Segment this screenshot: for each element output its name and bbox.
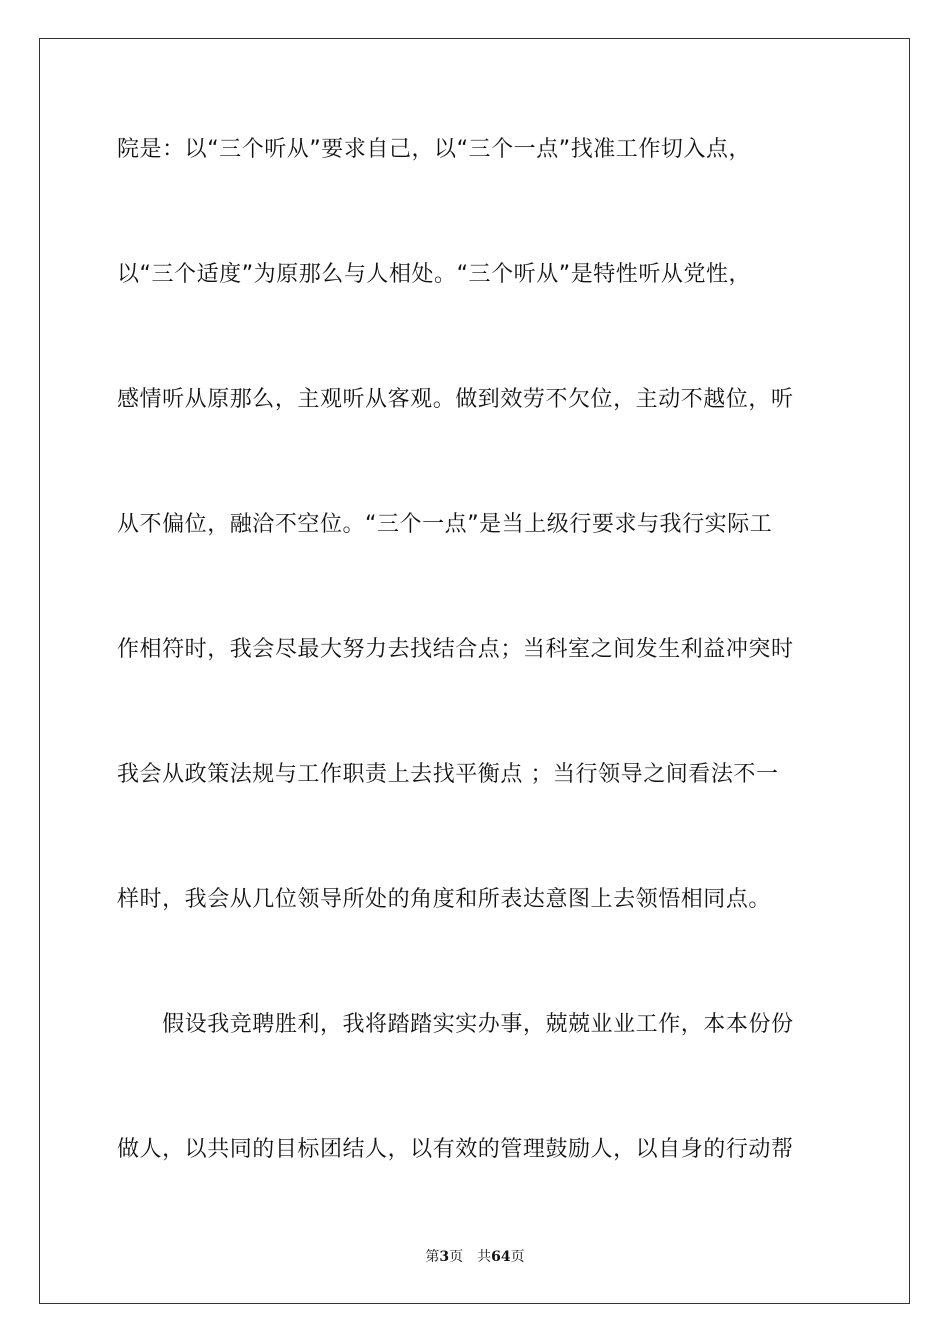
body-line-5: 作相符时，我会尽最大努力去找结合点；当科室之间发生利益冲突时 <box>117 637 794 662</box>
total-suffix: 页 <box>510 1249 525 1265</box>
page-prefix: 第 <box>425 1249 440 1265</box>
page-number: 3 <box>439 1249 450 1265</box>
body-line-7: 样时，我会从几位领导所处的角度和所表达意图上去领悟相同点。 <box>117 887 771 912</box>
body-line-9: 做人，以共同的目标团结人，以有效的管理鼓励人，以自身的行动帮 <box>117 1137 794 1162</box>
total-prefix: 共 <box>477 1249 492 1265</box>
page-footer <box>0 1248 950 1266</box>
body-line-4: 从不偏位，融洽不空位。“三个一点”是当上级行要求与我行实际工 <box>117 512 773 537</box>
body-line-2: 以“三个适度”为原那么与人相处。“三个听从”是特性听从党性， <box>117 262 752 287</box>
body-line-6: 我会从政策法规与工作职责上去找平衡点 ；当行领导之间看法不一 <box>117 762 779 787</box>
page-border <box>39 38 910 1304</box>
page-suffix: 页 <box>449 1249 464 1265</box>
body-line-1: 院是：以“三个听从”要求自己，以“三个一点”找准工作切入点， <box>117 137 752 162</box>
body-line-3: 感情听从原那么，主观听从客观。做到效劳不欠位，主动不越位，听 <box>117 387 794 412</box>
body-line-8: 假设我竞聘胜利，我将踏踏实实办事，兢兢业业工作，本本份份 <box>117 1012 794 1037</box>
total-pages: 64 <box>491 1249 511 1265</box>
